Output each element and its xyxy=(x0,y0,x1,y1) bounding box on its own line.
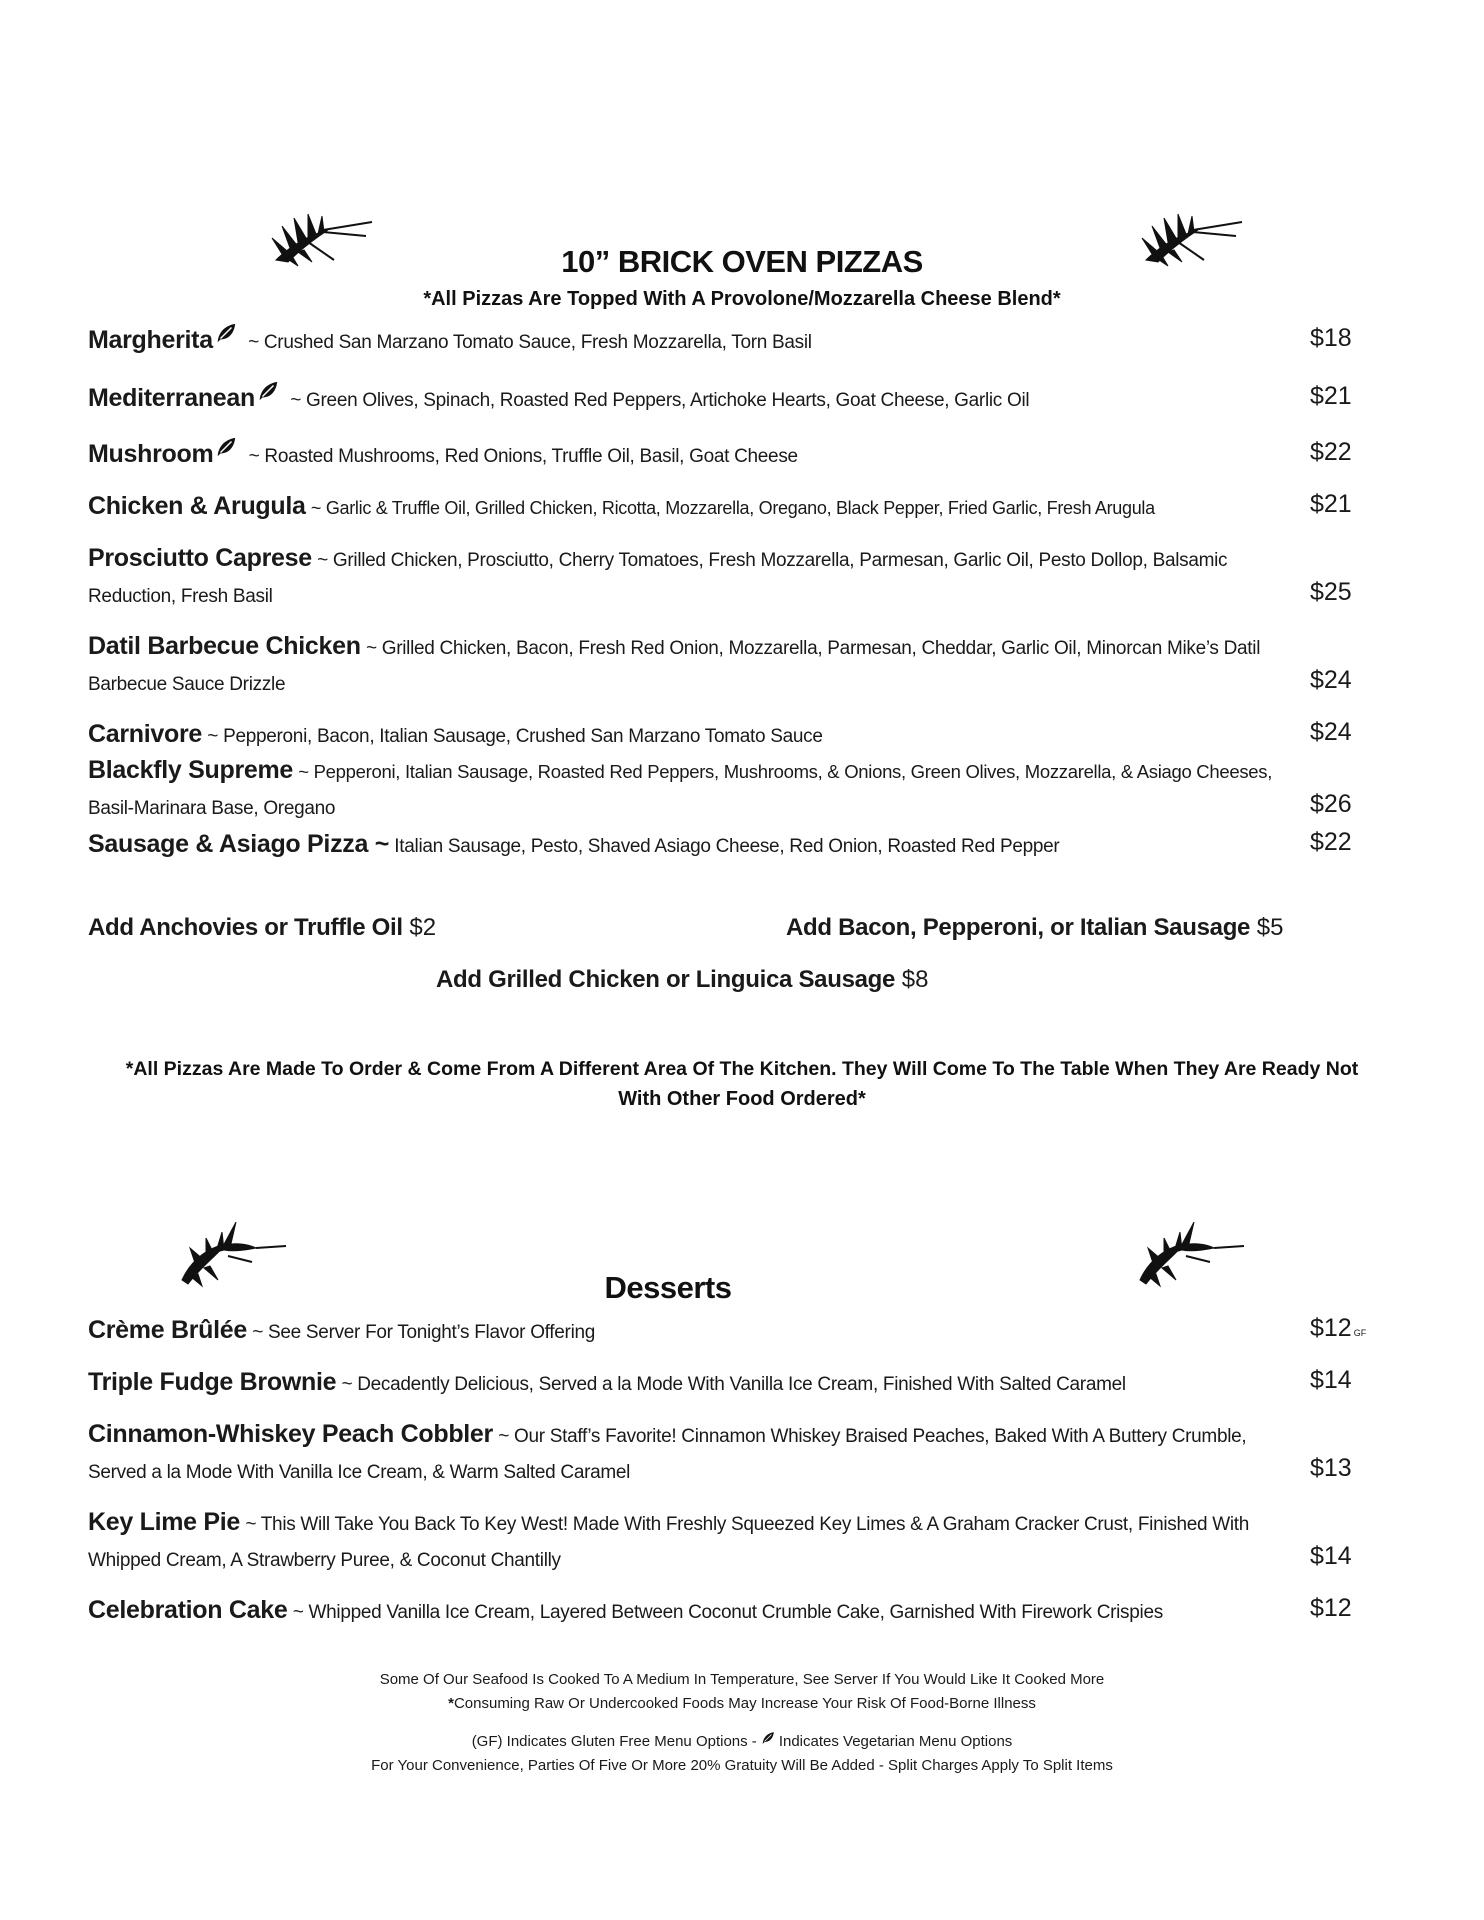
vegetarian-leaf-icon xyxy=(215,322,237,344)
dessert-triple-fudge-brownie xyxy=(88,1364,1388,1403)
footer-line-1: Some Of Our Seafood Is Cooked To A Medium In Temperature, See Server If You Would Like It Cooked More xyxy=(379,1671,1105,1688)
addon-label: Add Bacon, Pepperoni, or Italian Sausage xyxy=(786,914,1251,941)
item-description: Italian Sausage, Pesto, Shaved Asiago Cheese, Red Onion, Roasted Red Pepper xyxy=(394,836,1060,857)
item-name: Mediterranean xyxy=(88,384,255,412)
pizza-order-note xyxy=(80,1054,1404,1114)
gluten-free-badge: GF xyxy=(1353,1328,1367,1338)
item-description-continued: Barbecue Sauce Drizzle xyxy=(88,674,286,695)
item-description-continued: Reduction, Fresh Basil xyxy=(88,586,273,607)
item-price: $14 xyxy=(1310,1542,1352,1570)
menu-item-mediterranean xyxy=(88,380,1388,419)
menu-item-sausage-asiago xyxy=(88,826,1388,865)
vegetarian-leaf-icon xyxy=(761,1731,775,1745)
footer-line-2-text: Consuming Raw Or Undercooked Foods May Increase Your Risk Of Food-Borne Illness xyxy=(453,1695,1036,1712)
footer-line-4: For Your Convenience, Parties Of Five Or More 20% Gratuity Will Be Added - Split Charges Apply To Split Items xyxy=(371,1757,1113,1774)
item-description: ~ Grilled Chicken, Prosciutto, Cherry Tomatoes, Fresh Mozzarella, Parmesan, Garlic Oil, Pesto Dollop, Balsamic xyxy=(317,550,1228,571)
menu-item-prosciutto-caprese xyxy=(88,540,1388,615)
item-description: ~ Green Olives, Spinach, Roasted Red Peppers, Artichoke Hearts, Goat Cheese, Garlic Oil xyxy=(290,390,1030,411)
dessert-celebration-cake xyxy=(88,1592,1388,1631)
pizza-section-title: 10” BRICK OVEN PIZZAS xyxy=(561,244,923,279)
menu-item-margherita xyxy=(88,322,1388,361)
item-price: $22 xyxy=(1310,828,1352,856)
menu-item-mushroom xyxy=(88,436,1388,475)
item-description: ~ Pepperoni, Bacon, Italian Sausage, Crushed San Marzano Tomato Sauce xyxy=(207,726,823,747)
item-price: $21 xyxy=(1310,382,1352,410)
item-name: Datil Barbecue Chicken xyxy=(88,632,361,660)
footer-line-3 xyxy=(0,1730,1484,1754)
item-description-continued: Basil-Marinara Base, Oregano xyxy=(88,798,336,819)
item-description: ~ This Will Take You Back To Key West! Made With Freshly Squeezed Key Limes & A Graham Cracker Crust, Finished With xyxy=(245,1514,1250,1535)
item-name: Triple Fudge Brownie xyxy=(88,1368,337,1396)
addon-chicken-linguica xyxy=(436,966,928,994)
item-name: Prosciutto Caprese xyxy=(88,544,312,572)
item-name: Key Lime Pie xyxy=(88,1508,241,1536)
addon-label: Add Grilled Chicken or Linguica Sausage xyxy=(436,966,896,993)
item-name: Cinnamon-Whiskey Peach Cobbler xyxy=(88,1420,493,1448)
addon-bacon-pepperoni-sausage xyxy=(786,914,1283,942)
footer-line-2 xyxy=(0,1692,1484,1716)
dessert-creme-brulee xyxy=(88,1312,1388,1351)
vegetarian-leaf-icon xyxy=(257,380,279,402)
item-name: Blackfly Supreme xyxy=(88,756,294,784)
item-price: $24 xyxy=(1310,666,1352,694)
menu-item-chicken-arugula xyxy=(88,488,1388,527)
item-price: $14 xyxy=(1310,1366,1352,1394)
item-description: ~ Garlic & Truffle Oil, Grilled Chicken, Ricotta, Mozzarella, Oregano, Black Pepper, Fried Garlic, Fresh Arugula xyxy=(310,498,1155,518)
addon-anchovies-truffle xyxy=(88,914,436,942)
desserts-section-title: Desserts xyxy=(604,1270,732,1305)
gluten-free-legend: (GF) Indicates Gluten Free Menu Options - xyxy=(471,1733,757,1750)
menu-item-carnivore xyxy=(88,716,1388,755)
note-line-1: *All Pizzas Are Made To Order & Come From A Different Area Of The Kitchen. They Will Come To The Table When They Are Ready Not xyxy=(125,1058,1359,1080)
item-description-continued: Whipped Cream, A Strawberry Puree, & Coconut Chantilly xyxy=(88,1550,561,1571)
item-description: ~ Roasted Mushrooms, Red Onions, Truffle Oil, Basil, Goat Cheese xyxy=(248,446,798,467)
dessert-peach-cobbler xyxy=(88,1416,1388,1491)
item-description-continued: Served a la Mode With Vanilla Ice Cream, & Warm Salted Caramel xyxy=(88,1462,631,1483)
item-description: ~ Grilled Chicken, Bacon, Fresh Red Onion, Mozzarella, Parmesan, Cheddar, Garlic Oil, Minorcan Mike’s Datil xyxy=(365,638,1261,659)
vegetarian-leaf-icon xyxy=(215,436,237,458)
item-name: Celebration Cake xyxy=(88,1596,288,1624)
dessert-key-lime-pie xyxy=(88,1504,1388,1579)
menu-item-blackfly-supreme xyxy=(88,752,1388,827)
item-name: Margherita xyxy=(88,326,213,354)
item-price: $12 xyxy=(1310,1594,1352,1622)
addon-price: $5 xyxy=(1256,914,1284,941)
item-description: ~ Decadently Delicious, Served a la Mode With Vanilla Ice Cream, Finished With Salted Caramel xyxy=(341,1374,1126,1395)
item-price: $13 xyxy=(1310,1454,1352,1482)
item-description: ~ Whipped Vanilla Ice Cream, Layered Between Coconut Crumble Cake, Garnished With Firework Crispies xyxy=(292,1602,1163,1623)
addon-price: $8 xyxy=(901,966,929,993)
menu-item-datil-barbecue-chicken xyxy=(88,628,1388,703)
footer-legend xyxy=(0,1730,1484,1778)
footer-asterisk: * xyxy=(448,1695,454,1712)
item-name: Sausage & Asiago Pizza ~ xyxy=(88,830,390,858)
footer-disclaimer xyxy=(0,1668,1484,1716)
item-description: ~ Pepperoni, Italian Sausage, Roasted Red Peppers, Mushrooms, & Onions, Green Olives, Mozzarella, & Asiago Cheeses, xyxy=(298,761,1273,782)
item-description: ~ See Server For Tonight’s Flavor Offering xyxy=(252,1322,596,1343)
addon-price: $2 xyxy=(409,914,437,941)
item-description: ~ Our Staff’s Favorite! Cinnamon Whiskey Braised Peaches, Baked With A Buttery Crumble, xyxy=(498,1426,1247,1447)
item-price xyxy=(1310,1314,1366,1343)
item-price: $26 xyxy=(1310,790,1352,818)
item-name: Mushroom xyxy=(88,440,214,468)
item-name: Carnivore xyxy=(88,720,203,748)
item-price: $24 xyxy=(1310,718,1352,746)
item-price: $18 xyxy=(1310,324,1352,352)
item-price: $21 xyxy=(1310,490,1352,518)
addon-label: Add Anchovies or Truffle Oil xyxy=(88,914,403,941)
note-line-2: With Other Food Ordered* xyxy=(618,1088,866,1110)
item-price: $25 xyxy=(1310,578,1352,606)
vegetarian-legend: Indicates Vegetarian Menu Options xyxy=(778,1733,1013,1750)
item-name: Chicken & Arugula xyxy=(88,492,306,520)
price-value: $12 xyxy=(1310,1314,1352,1342)
item-price: $22 xyxy=(1310,438,1352,466)
item-name: Crème Brûlée xyxy=(88,1316,247,1344)
item-description: ~ Crushed San Marzano Tomato Sauce, Fresh Mozzarella, Torn Basil xyxy=(248,332,812,353)
pizza-section-subtitle: *All Pizzas Are Topped With A Provolone/Mozzarella Cheese Blend* xyxy=(423,288,1061,310)
